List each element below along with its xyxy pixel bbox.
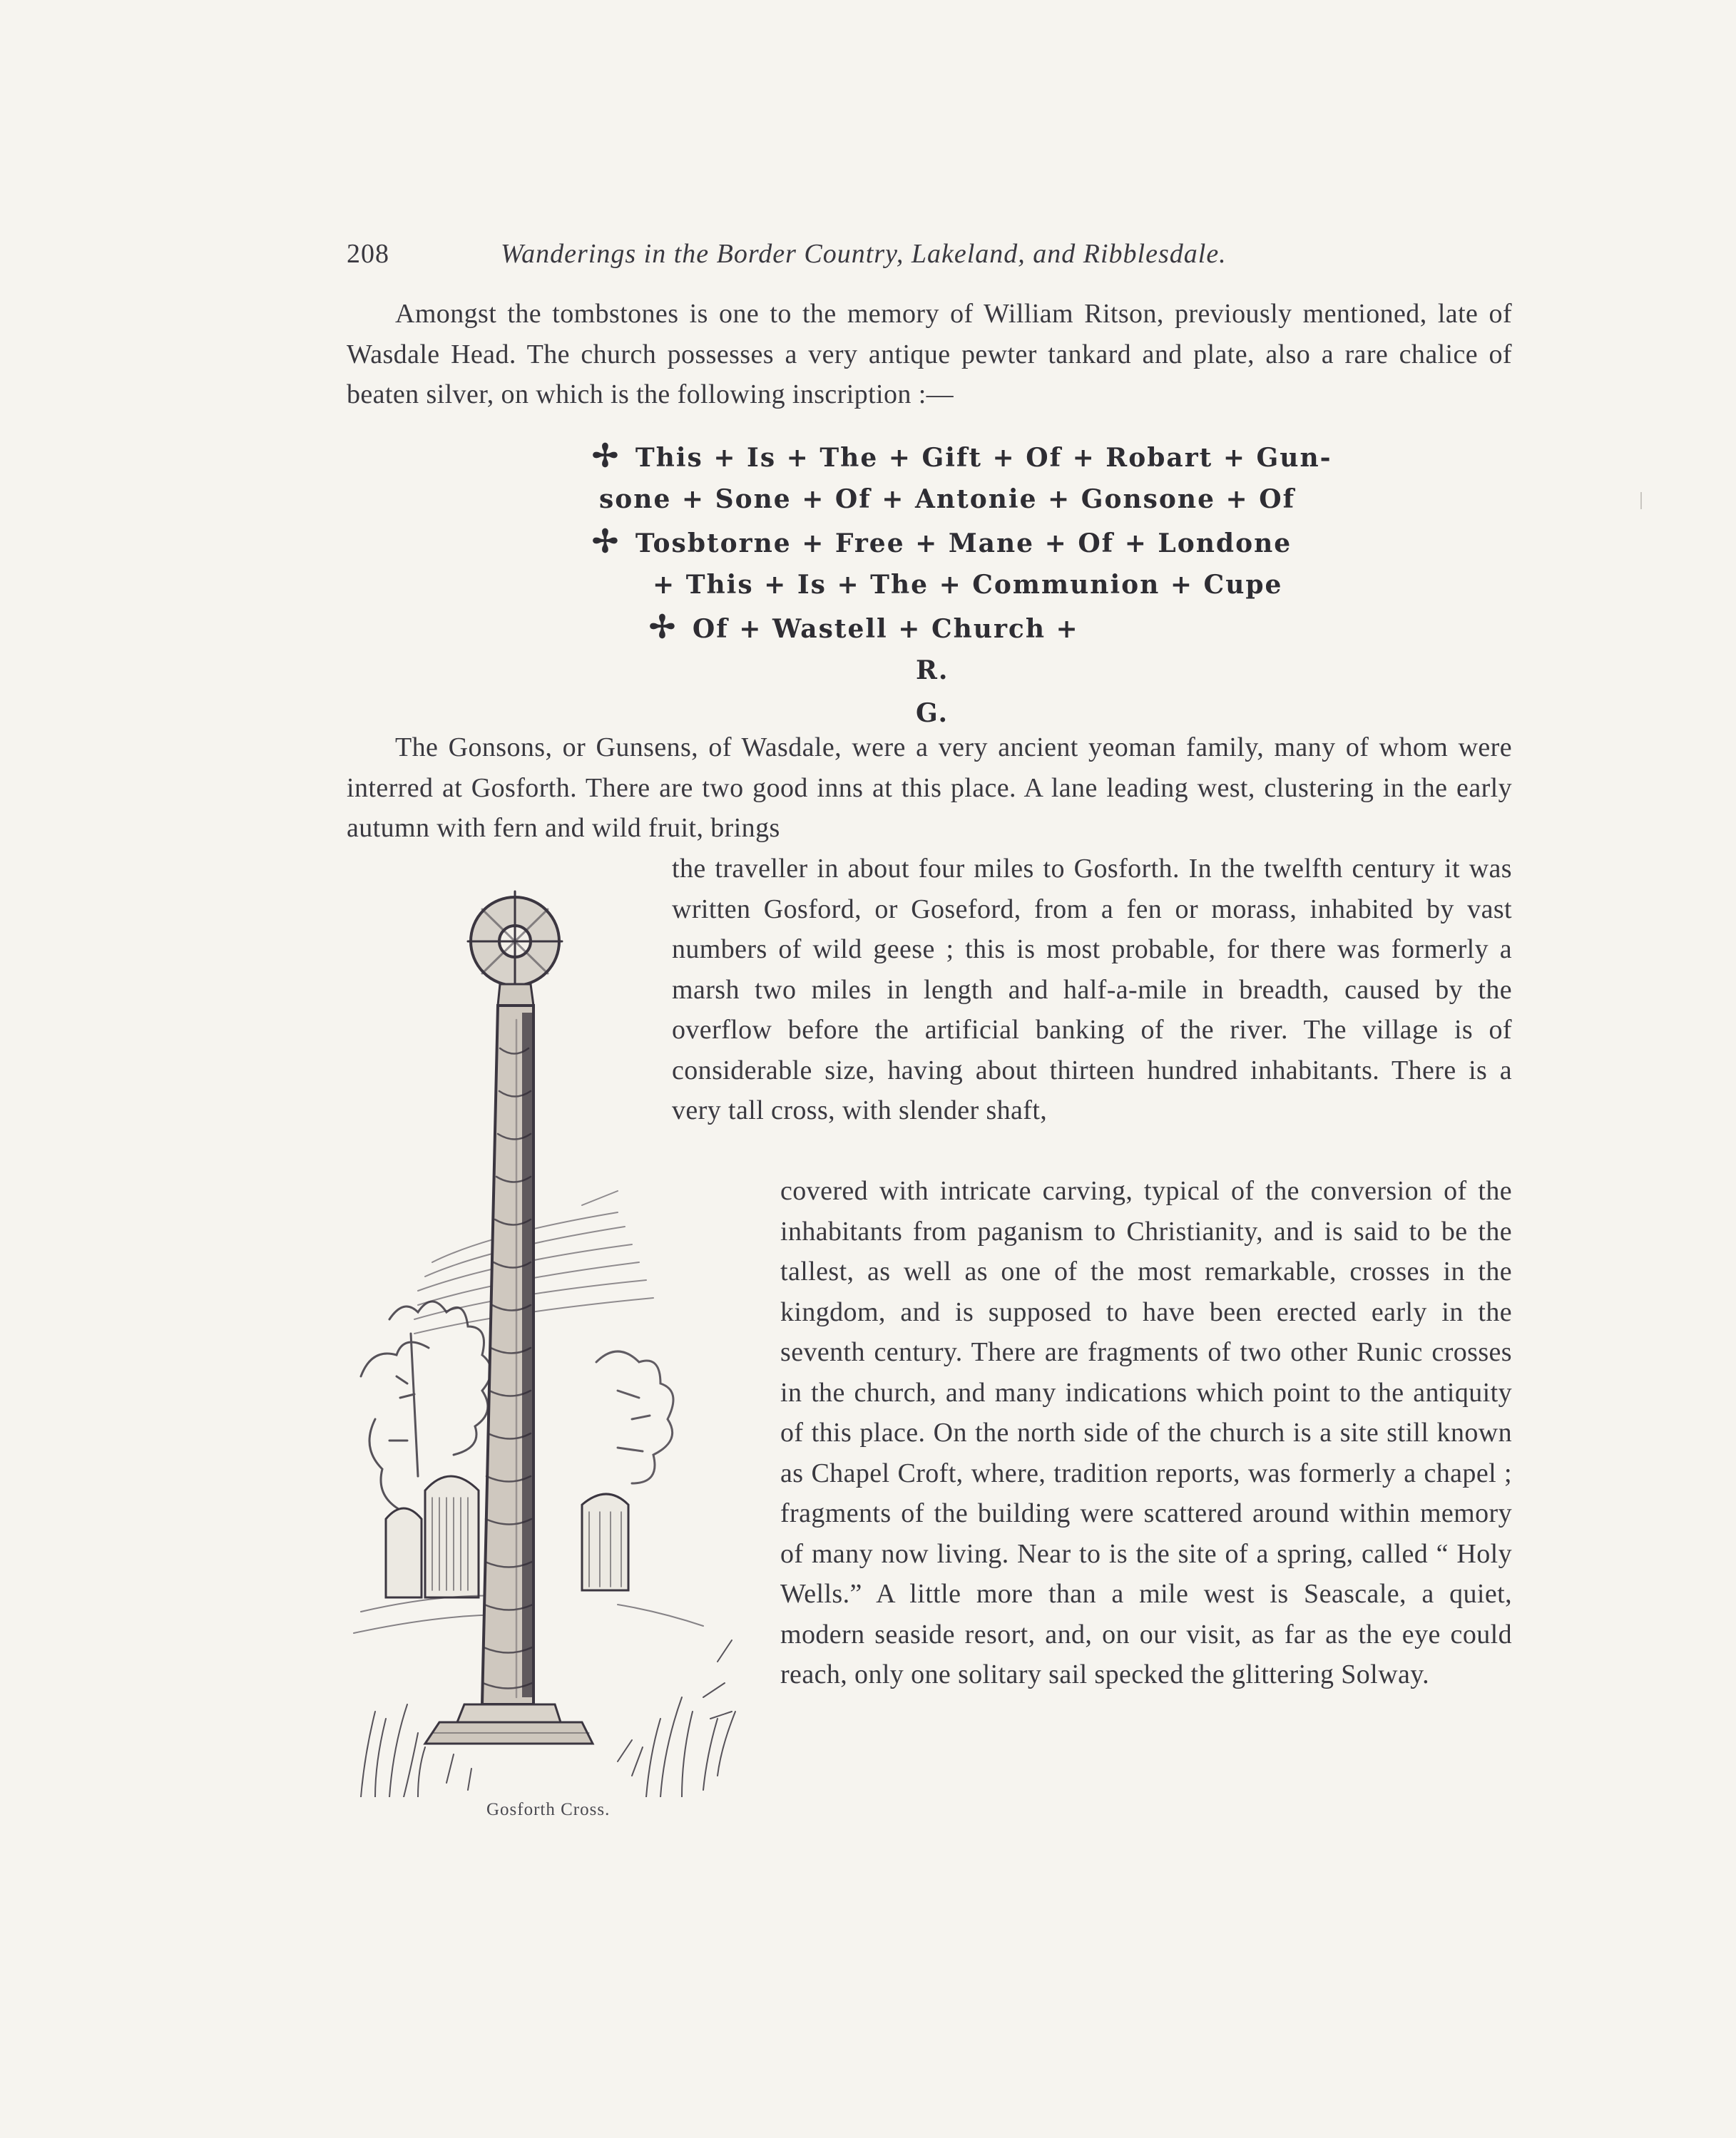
inscription-text: + This + Is + The + Communion + Cupe [653, 570, 1283, 600]
cross-pattee-icon: ✢ [592, 438, 620, 474]
paragraph-text: Amongst the tombstones is one to the memory of William Ritson, previously mentioned, late of Wasdale Head. The church possesses a very antique pewter tankard and plate, also a rare chalice of beaten silver, on which is the following inscription :— [347, 299, 1512, 409]
inscription-line [592, 563, 1283, 606]
paragraph-gonsons [347, 727, 1512, 849]
paragraph-gosforth-narrow [780, 1171, 1512, 1695]
inscription-line [592, 521, 1292, 563]
inscription-text: R. [916, 655, 949, 685]
figure-caption: Gosforth Cross. [486, 1800, 611, 1819]
inscription-text: Of + Wastell + Church + [692, 614, 1079, 644]
inscription-text: G. [916, 698, 949, 728]
inscription-line [592, 435, 1332, 478]
page-number: 208 [347, 239, 389, 269]
cross-pattee-icon: ✢ [649, 609, 677, 645]
chalice-inscription [592, 435, 1332, 735]
inscription-line [592, 478, 1296, 521]
running-head [347, 232, 1369, 275]
cross-pattee-icon: ✢ [592, 523, 620, 560]
paragraph-gosforth-beside-figure [672, 849, 1512, 1131]
inscription-text: Tosbtorne + Free + Mane + Of + Londone [635, 528, 1292, 558]
running-title: Wanderings in the Border Country, Lakeland, and Ribblesdale. [501, 239, 1227, 269]
paragraph-text: The Gonsons, or Gunsens, of Wasdale, were a very ancient yeoman family, many of whom were interred at Gosforth. There are two good inns at this place. A lane leading west, clustering in the early autumn with fern and wild fruit, brings [347, 732, 1512, 843]
paragraph-tombstones [347, 294, 1512, 415]
cross-engraving [347, 877, 746, 1797]
inscription-line [592, 606, 1277, 649]
gosforth-cross-illustration [347, 877, 746, 1804]
paragraph-text: covered with intricate carving, typical of the conversion of the inhabitants from paganism to Christianity, and is said to be the tallest, as well as one of the most remarkable, crosses in the kingdom, and is supposed to have been erected early in the seventh century. There are fragments of two other Runic crosses in the church, and many indications which point to the antiquity of this place. On the north side of the church is a site still known as Chapel Croft, where, tradition reports, was formerly a chapel ; fragments of the building were scattered around within memory of many now living. Near to is the site of a spring, called “ Holy Wells.” A little more than a mile west is Seascale, a quiet, modern seaside resort, and, on our visit, as far as the eye could reach, only one solitary sail specked the glittering Solway. [780, 1176, 1512, 1689]
inscription-initial [592, 649, 1277, 692]
margin-mark [1640, 492, 1642, 509]
paragraph-text: the traveller in about four miles to Gosforth. In the twelfth century it was written Gosford, or Goseford, from a fen or morass, inhabited by vast numbers of wild geese ; this is most probable, for there was formerly a marsh two miles in length and half-a-mile in breadth, caused by the overflow before the artificial banking of the river. The village is of considerable size, having about thirteen hundred inhabitants. There is a very tall cross, with slender shaft, [672, 854, 1512, 1125]
inscription-text: This + Is + The + Gift + Of + Robart + Gun- [635, 443, 1332, 473]
inscription-text: sone + Sone + Of + Antonie + Gonsone + Of [599, 484, 1296, 514]
